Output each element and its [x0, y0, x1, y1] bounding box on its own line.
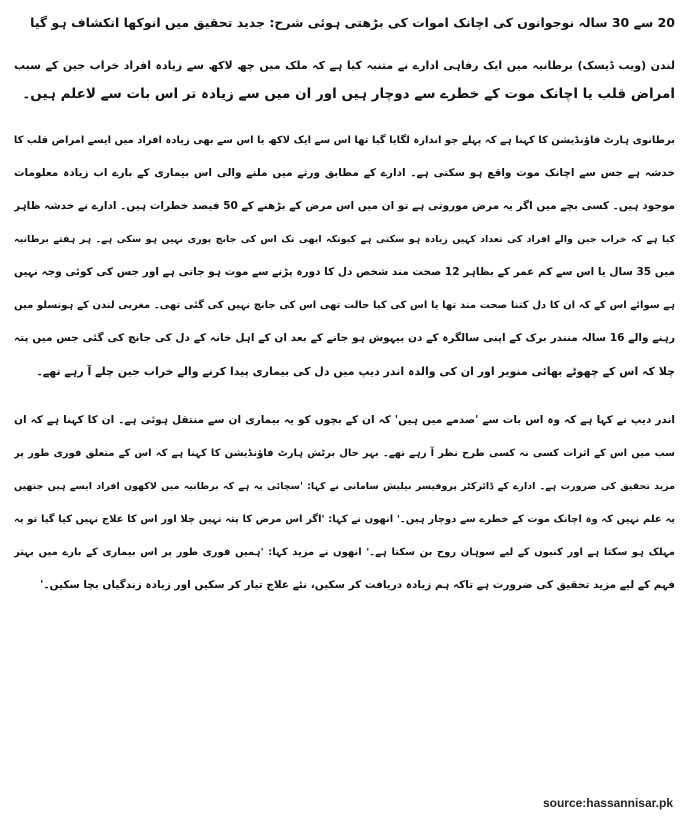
- source-credit: source:hassannisar.pk: [542, 796, 673, 810]
- paragraph-line: امراض قلب یا اچانک موت کے خطرے سے دوچار ہیں اور ان میں سے زیادہ تر اس بات سے لاعلم ہیں۔: [22, 86, 675, 102]
- paragraph-line: چلا کہ اس کے چھوٹے بھائی منویر اور ان کی والدہ اندر دیپ میں دل کی بیماری پیدا کرنے والے خراب جین چلے آ رہے تھے۔: [36, 365, 675, 378]
- paragraph-line: میں 35 سال یا اس سے کم عمر کے بظاہر 12 صحت مند شخص دل کا دورہ پڑنے سے موت ہو جاتی ہے اور جس کی کوئی وجہ نہیں: [14, 266, 675, 278]
- paragraph-line: یہ علم نہیں کہ وہ اچانک موت کے خطرے سے دوچار ہیں۔' انھوں نے کہا: 'اگر اس مرض کا پتہ نہیں چلا اور اس کا علاج نہیں کیا گیا تو یہ: [14, 514, 675, 525]
- paragraph-line: فہم کے لیے مزید تحقیق کی ضرورت ہے تاکہ ہم زیادہ دریافت کر سکیں، نئے علاج تیار کر سکیں اور زیادہ زندگیاں بچا سکیں۔': [40, 579, 675, 591]
- article-paragraph-1: [14, 52, 675, 108]
- article-paragraph-3: [14, 404, 675, 602]
- paragraph-line: موجود ہیں۔ کسی بچے میں اگر یہ مرض موروثی ہے تو ان میں اس مرض کے بڑھنے کے 50 فیصد خطرات ہیں۔ ادارے نے خدشہ ظاہر: [14, 200, 675, 212]
- paragraph-line: اندر دیپ نے کہا ہے کہ وہ اس بات سے 'صدمے میں ہیں' کہ ان کے بچوں کو یہ بیماری ان سے منتقل ہوئی ہے۔ ان کا کہنا ہے کہ ان: [14, 414, 675, 426]
- paragraph-line: کیا ہے کہ خراب جین والے افراد کی تعداد کہیں زیادہ ہو سکتی ہے کیونکہ ابھی تک اس کی جانچ پوری نہیں ہو سکی ہے۔ ہر ہفتے برطانیہ: [14, 234, 675, 245]
- paragraph-line: رہنے والے 16 سالہ منندر برک کے اپنی سالگرہ کے دن بیہوش ہو جانے کے بعد ان کے اہل خانہ کے دل کی جانچ کی گئی جس میں پتہ: [14, 332, 675, 344]
- article-paragraph-2: [14, 124, 675, 388]
- paragraph-line: مزید تحقیق کی ضرورت ہے۔ ادارے کے ڈائرکٹر پروفیسر نیلیش سامانی نے کہا: 'سچائی یہ ہے کہ برطانیہ میں لاکھوں افراد ایسے ہیں جنھیں: [14, 481, 675, 492]
- paragraph-line: سب میں اس کے اثرات کسی نہ کسی طرح نظر آ رہے تھے۔ بہر حال برٹش ہارٹ فاؤنڈیشن کا کہنا ہے کہ اس کے متعلق فوری طور پر: [14, 448, 675, 459]
- article-title: 20 سے 30 سالہ نوجوانوں کی اچانک اموات کی بڑھتی ہوئی شرح: جدید تحقیق میں انوکھا انکشاف ہو گیا: [30, 15, 675, 30]
- paragraph-line: خدشہ ہے جس سے اچانک موت واقع ہو سکتی ہے۔ ادارے کے مطابق ورثے میں ملنے والی اس بیماری کے بارے اب زیادہ معلومات: [14, 167, 675, 179]
- paragraph-line: مہلک ہو سکتا ہے اور کنبوں کے لیے سوہان روح بن سکتا ہے۔' انھوں نے مزید کہا: 'ہمیں فوری طور پر اس بیماری کے بارے میں بہتر: [14, 547, 675, 558]
- paragraph-line: برطانوی ہارٹ فاؤنڈیشن کا کہنا ہے کہ پہلے جو اندازہ لگایا گیا تھا اس سے ایک لاکھ یا اس سے بھی زیادہ افراد میں ایسے امراض قلب کا: [14, 135, 675, 146]
- paragraph-line: لندن (ویب ڈیسک) برطانیہ میں ایک رفاہی ادارے نے متنبہ کیا ہے کہ ملک میں چھ لاکھ سے زیادہ افراد خراب جین کے سبب: [14, 59, 675, 72]
- paragraph-line: ہے سوائے اس کے کہ ان کا دل کتنا صحت مند تھا یا اس کی کیا حالت تھی اس کی جانچ نہیں کی گئی تھی۔ مغربی لندن کے ہونسلو میں: [14, 300, 675, 311]
